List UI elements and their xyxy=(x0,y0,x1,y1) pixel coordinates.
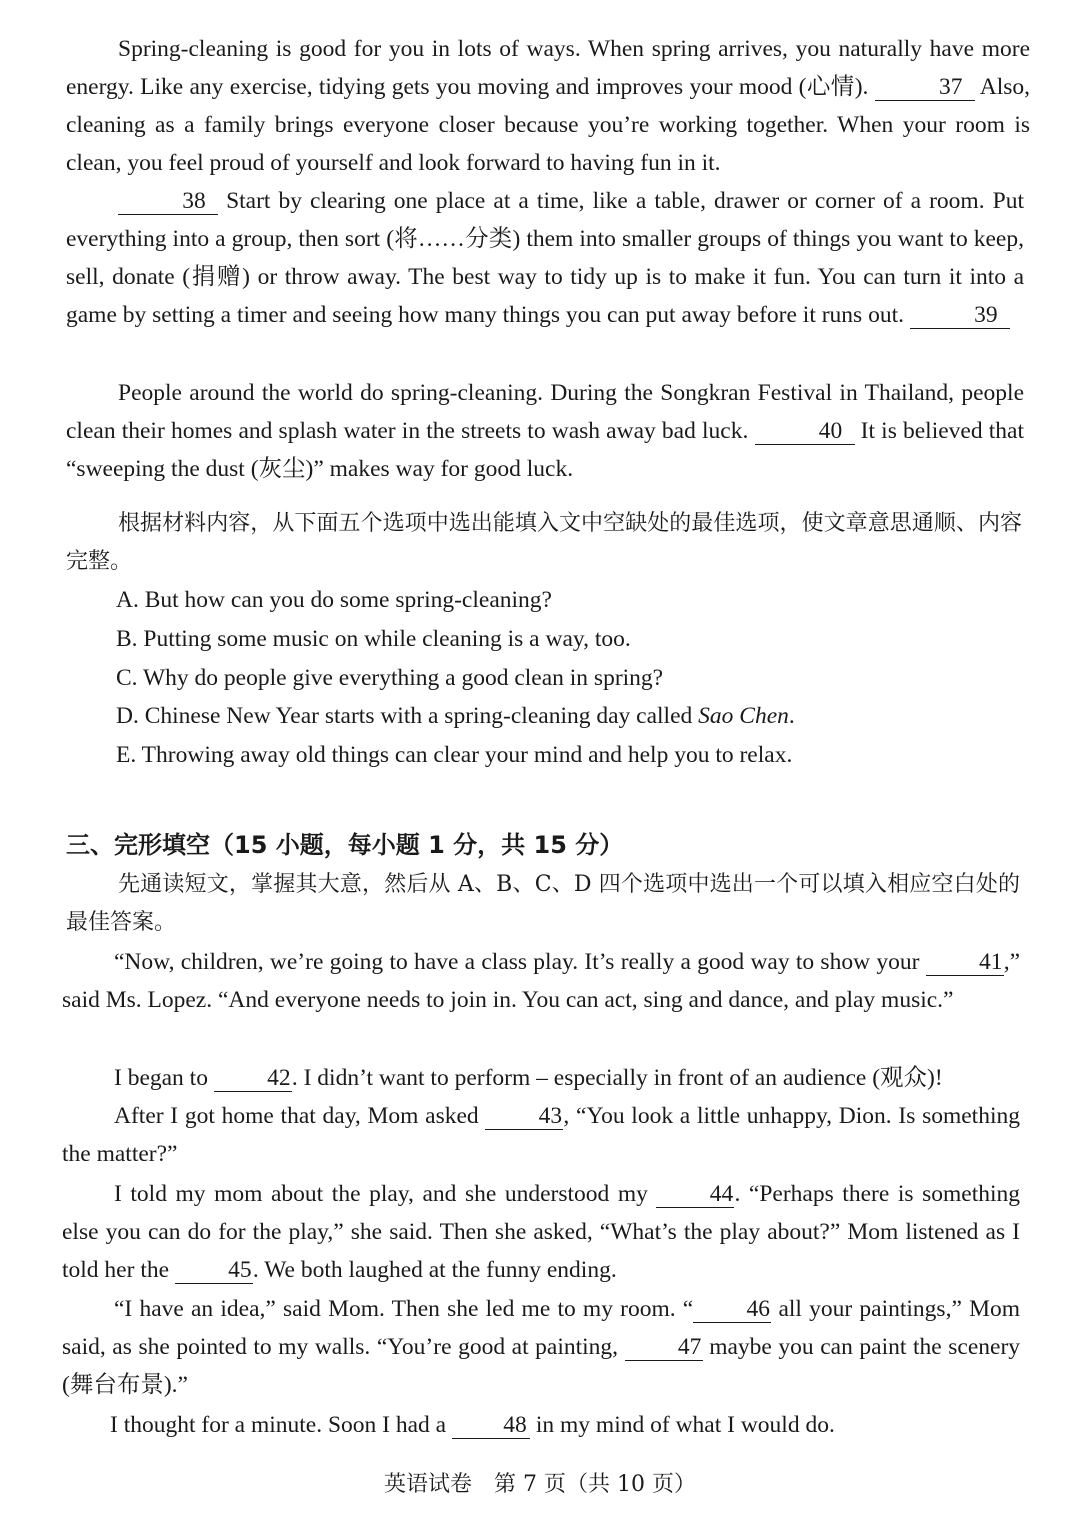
passage2-text: . I didn’t want to perform – especially in front of an audience (观众)! xyxy=(291,1065,943,1091)
answer-blank-48: 48 xyxy=(452,1412,530,1439)
section-instruction: 先通读短文，掌握其大意，然后从 A、B、C、D 四个选项中选出一个可以填入相应空白处的最佳答案。 xyxy=(66,872,1020,935)
passage2-paragraph-4 xyxy=(62,1175,1020,1289)
passage2-text: After I got home that day, Mom asked xyxy=(114,1103,479,1129)
passage2-paragraph-2 xyxy=(62,1059,1020,1097)
answer-blank-38: 38 xyxy=(118,188,218,215)
option-b: B. Putting some music on while cleaning is a way, too. xyxy=(116,626,631,652)
passage2-paragraph-1 xyxy=(62,943,1020,1019)
answer-blank-42: 42 xyxy=(214,1065,292,1092)
passage2-paragraph-5 xyxy=(62,1290,1020,1404)
passage2-text: I began to xyxy=(114,1065,208,1091)
option-c: C. Why do people give everything a good clean in spring? xyxy=(116,665,664,691)
passage1-text: People around the world do spring-cleaning. During the Songkran Festival in Thailand, people clean their homes and splash water in the streets to wash away bad luck. xyxy=(66,380,1024,444)
option-d-italic: Sao Chen xyxy=(698,703,789,729)
passage1-text: Spring-cleaning is good for you in lots of ways. When spring arrives, you naturally have more energy. Like any exercise, tidying gets you moving and improves your mood (心情). xyxy=(66,36,1030,100)
passage2-text: maybe you can paint the scenery (舞台布景).” xyxy=(62,1334,1021,1398)
option-d-end: . xyxy=(788,703,795,729)
passage2-paragraph-3 xyxy=(62,1097,1020,1173)
passage2-text: . “Perhaps there is something else you can do for the play,” she said. Then she asked, “What’s the play about?” Mom listened as I told her the xyxy=(62,1181,1020,1283)
passage2-text: , “You look a little unhappy, Dion. Is something the matter?” xyxy=(62,1103,1020,1167)
passage2-paragraph-6 xyxy=(62,1406,1020,1444)
answer-blank-37: 37 xyxy=(875,74,975,101)
option-e: E. Throwing away old things can clear your mind and help you to relax. xyxy=(116,742,793,768)
passage2-text: “Now, children, we’re going to have a class play. It’s really a good way to show your xyxy=(114,949,920,975)
answer-blank-40: 40 xyxy=(755,418,855,445)
passage2-text: I told my mom about the play, and she understood my xyxy=(114,1181,648,1207)
answer-blank-39: 39 xyxy=(910,302,1010,329)
passage1-paragraph-1 xyxy=(66,30,1030,182)
answer-blank-47: 47 xyxy=(625,1334,703,1361)
passage2-text: . We both laughed at the funny ending. xyxy=(252,1257,617,1283)
passage1-paragraph-2 xyxy=(66,182,1024,334)
passage2-text: ,” said Ms. Lopez. “And everyone needs to join in. You can act, sing and dance, and play music.” xyxy=(62,949,1020,1013)
answer-blank-44: 44 xyxy=(656,1181,734,1208)
passage1-text: Also, cleaning as a family brings everyone closer because you’re working together. When your room is clean, you feel proud of yourself and look forward to having fun in it. xyxy=(66,74,1030,176)
passage2-text: all your paintings,” Mom said, as she pointed to my walls. “You’re good at painting, xyxy=(62,1296,1020,1360)
passage1-paragraph-3 xyxy=(66,374,1024,488)
section-heading: 三、完形填空（15 小题，每小题 1 分，共 15 分） xyxy=(66,831,624,859)
passage2-text: in my mind of what I would do. xyxy=(535,1412,835,1438)
answer-blank-41: 41 xyxy=(926,949,1004,976)
option-d xyxy=(116,697,795,735)
instruction-chinese: 根据材料内容，从下面五个选项中选出能填入文中空缺处的最佳选项，使文章意思通顺、内容完整。 xyxy=(66,511,1022,574)
answer-blank-43: 43 xyxy=(485,1103,563,1130)
passage2-text: “I have an idea,” said Mom. Then she led me to my room. “ xyxy=(114,1296,694,1322)
passage1-text: Start by clearing one place at a time, like a table, drawer or corner of a room. Put everything into a group, then sort (将……分类) them into smaller groups of things you want to keep, sell, donate (捐赠) or throw away. The best way to tidy up is to make it fun. You can turn it into a game by setting a timer and seeing how many things you can put away before it runs out. xyxy=(66,188,1024,328)
passage2-text: I thought for a minute. Soon I had a xyxy=(110,1412,447,1438)
page-footer: 英语试卷 第 7 页（共 10 页） xyxy=(384,1472,696,1497)
passage1-text: It is believed that “sweeping the dust (灰尘)” makes way for good luck. xyxy=(66,418,1024,482)
option-a: A. But how can you do some spring-cleaning? xyxy=(116,587,552,613)
answer-blank-45: 45 xyxy=(175,1257,253,1284)
option-d-text: D. Chinese New Year starts with a spring-cleaning day called xyxy=(116,703,699,729)
answer-blank-46: 46 xyxy=(693,1296,771,1323)
